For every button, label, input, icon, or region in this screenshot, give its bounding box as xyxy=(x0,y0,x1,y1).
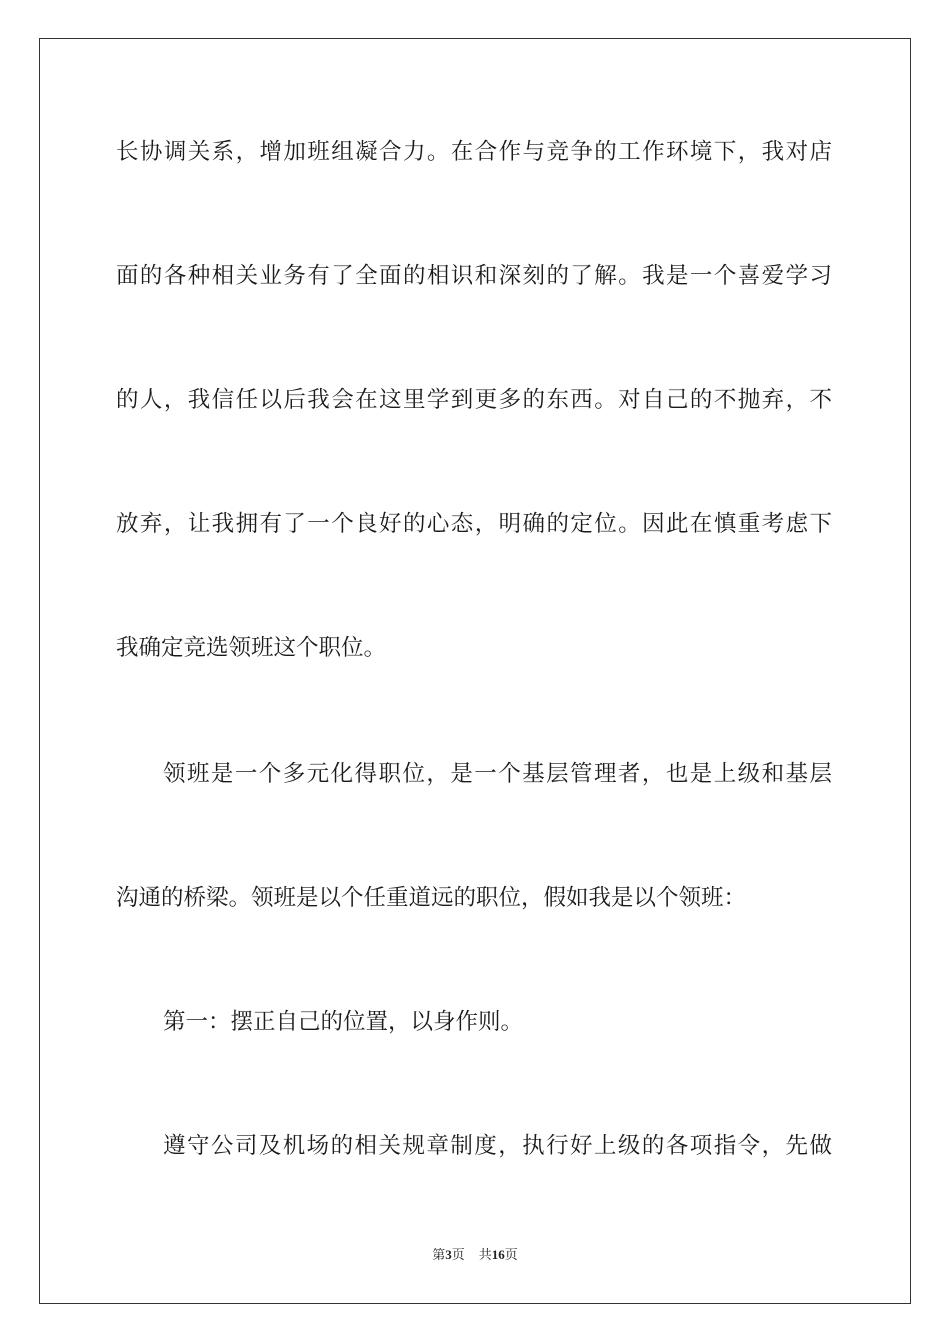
text-line-1: 长协调关系，增加班组凝合力。在合作与竞争的工作环境下，我对店 xyxy=(116,139,832,165)
footer-total-suffix: 页 xyxy=(504,1247,518,1262)
paragraph-start-line-6: 领班是一个多元化得职位，是一个基层管理者，也是上级和基层 xyxy=(163,761,832,787)
footer-page-number: 3 xyxy=(445,1247,452,1262)
page-footer xyxy=(0,1246,950,1264)
section-heading-first: 第一：摆正自己的位置，以身作则。 xyxy=(163,1009,524,1035)
paragraph-start-line-9: 遵守公司及机场的相关规章制度，执行好上级的各项指令，先做 xyxy=(163,1133,832,1159)
text-line-7: 沟通的桥梁。领班是以个任重道远的职位，假如我是以个领班： xyxy=(116,885,747,911)
page-border xyxy=(39,38,911,1304)
footer-total-prefix: 共 xyxy=(478,1247,492,1262)
text-line-3: 的人，我信任以后我会在这里学到更多的东西。对自己的不抛弃，不 xyxy=(116,387,832,413)
text-line-4: 放弃，让我拥有了一个良好的心态，明确的定位。因此在慎重考虑下 xyxy=(116,511,832,537)
footer-page-prefix: 第 xyxy=(432,1247,446,1262)
footer-total-pages: 16 xyxy=(491,1247,505,1262)
text-line-2: 面的各种相关业务有了全面的相识和深刻的了解。我是一个喜爱学习 xyxy=(116,263,832,289)
text-line-5: 我确定竞选领班这个职位。 xyxy=(116,635,387,661)
footer-page-suffix: 页 xyxy=(451,1247,465,1262)
